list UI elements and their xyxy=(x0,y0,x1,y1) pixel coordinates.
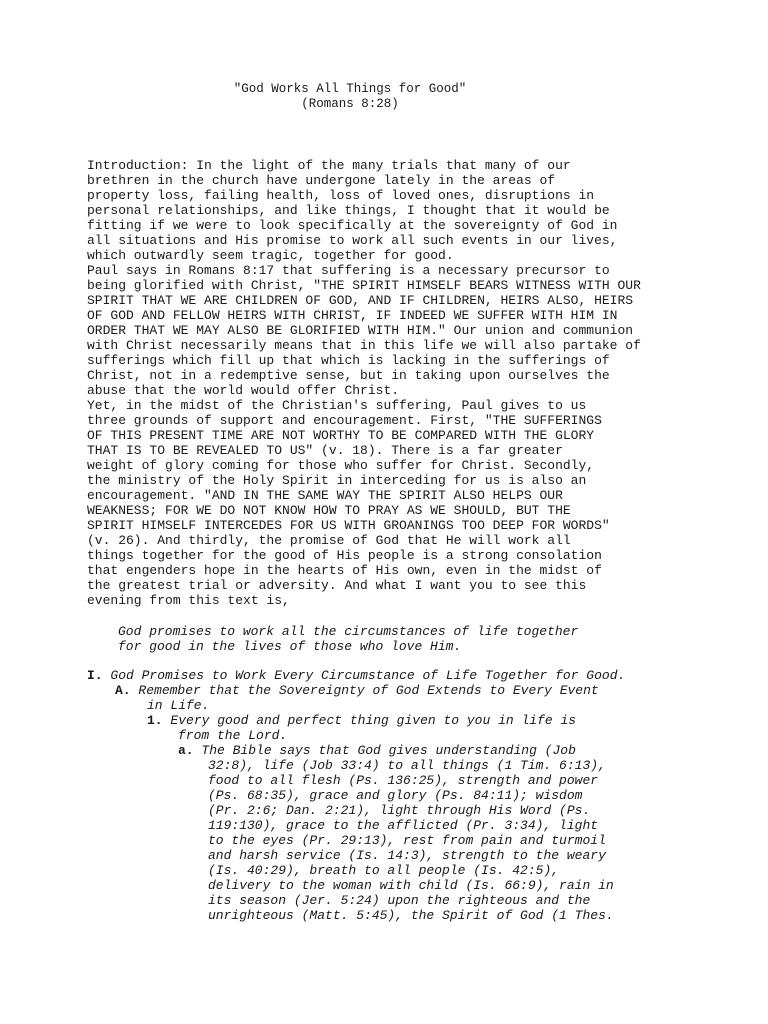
intro-line: personal relationships, and like things, I thought that it would be xyxy=(87,203,610,218)
intro-line: being glorified with Christ, "THE SPIRIT HIMSELF BEARS WITNESS WITH OUR xyxy=(87,278,641,293)
intro-line: evening from this text is, xyxy=(87,593,290,608)
intro-line: THAT IS TO BE REVEALED TO US" (v. 18). There is a far greater xyxy=(87,443,563,458)
outline-point-a-lower xyxy=(87,743,647,758)
outline-continuation: to the eyes (Pr. 29:13), rest from pain and turmoil xyxy=(208,833,606,848)
outline-continuation: unrighteous (Matt. 5:45), the Spirit of God (1 Thes. xyxy=(208,908,614,923)
proposition-statement xyxy=(118,624,638,654)
outline-subheading: Remember that the Sovereignty of God Extends to Every Event xyxy=(138,683,599,698)
introduction-section xyxy=(87,158,641,608)
intro-line: Paul says in Romans 8:17 that suffering is a necessary precursor to xyxy=(87,263,610,278)
intro-line: WEAKNESS; FOR WE DO NOT KNOW HOW TO PRAY AS WE SHOULD, BUT THE xyxy=(87,503,571,518)
intro-line: brethren in the church have undergone lately in the areas of xyxy=(87,173,556,188)
outline-marker: I. xyxy=(87,668,103,683)
intro-line: fitting if we were to look specifically at the sovereignty of God in xyxy=(87,218,618,233)
sermon-title-block xyxy=(0,82,700,112)
outline-continuation: (Pr. 2:6; Dan. 2:21), light through His Word (Ps. xyxy=(208,803,591,818)
intro-line: property loss, failing health, loss of loved ones, disruptions in xyxy=(87,188,595,203)
intro-line: three grounds of support and encouragement. First, "THE SUFFERINGS xyxy=(87,413,602,428)
intro-line: OF GOD AND FELLOW HEIRS WITH CHRIST, IF INDEED WE SUFFER WITH HIM IN xyxy=(87,308,618,323)
outline-point-a-upper xyxy=(87,683,647,698)
sermon-title: "God Works All Things for Good" xyxy=(233,82,467,96)
intro-line: SPIRIT HIMSELF INTERCEDES FOR US WITH GROANINGS TOO DEEP FOR WORDS" xyxy=(87,518,610,533)
intro-line: things together for the good of His people is a strong consolation xyxy=(87,548,602,563)
intro-line: sufferings which fill up that which is lacking in the sufferings of xyxy=(87,353,610,368)
outline-heading: God Promises to Work Every Circumstance of Life Together for Good. xyxy=(110,668,626,683)
intro-line: which outwardly seem tragic, together for good. xyxy=(87,248,454,263)
outline-continuation: its season (Jer. 5:24) upon the righteous and the xyxy=(208,893,591,908)
outline-continuation: food to all flesh (Ps. 136:25), strength and power xyxy=(208,773,599,788)
outline-marker: 1. xyxy=(147,713,163,728)
outline-marker: A. xyxy=(115,683,131,698)
intro-line: abuse that the world would offer Christ. xyxy=(87,383,400,398)
intro-line: encouragement. "AND IN THE SAME WAY THE SPIRIT ALSO HELPS OUR xyxy=(87,488,563,503)
intro-line: the ministry of the Holy Spirit in interceding for us is also an xyxy=(87,473,587,488)
outline-subpoint: Every good and perfect thing given to you in life is xyxy=(170,713,577,728)
intro-line: ORDER THAT WE MAY ALSO BE GLORIFIED WITH HIM." Our union and communion xyxy=(87,323,634,338)
outline-continuation: 32:8), life (Job 33:4) to all things (1 Tim. 6:13), xyxy=(208,758,606,773)
outline-continuation: delivery to the woman with child (Is. 66:9), rain in xyxy=(208,878,614,893)
outline-continuation: and harsh service (Is. 14:3), strength to the weary xyxy=(208,848,606,863)
outline-detail: The Bible says that God gives understanding (Job xyxy=(201,743,576,758)
intro-line: all situations and His promise to work all such events in our lives, xyxy=(87,233,618,248)
proposition-line: God promises to work all the circumstances of life together xyxy=(118,624,579,639)
outline-marker: a. xyxy=(178,743,194,758)
intro-line: (v. 26). And thirdly, the promise of God that He will work all xyxy=(87,533,571,548)
intro-line: weight of glory coming for those who suffer for Christ. Secondly, xyxy=(87,458,595,473)
intro-line: the greatest trial or adversity. And what I want you to see this xyxy=(87,578,587,593)
intro-line: Yet, in the midst of the Christian's suffering, Paul gives to us xyxy=(87,398,587,413)
intro-line: Christ, not in a redemptive sense, but in taking upon ourselves the xyxy=(87,368,610,383)
outline-continuation: 119:130), grace to the afflicted (Pr. 3:34), light xyxy=(208,818,599,833)
intro-line: with Christ necessarily means that in this life we will also partake of xyxy=(87,338,641,353)
intro-line: that engenders hope in the hearts of His own, even in the midst of xyxy=(87,563,602,578)
intro-line: Introduction: In the light of the many trials that many of our xyxy=(87,158,571,173)
intro-line: OF THIS PRESENT TIME ARE NOT WORTHY TO BE COMPARED WITH THE GLORY xyxy=(87,428,595,443)
scripture-reference: (Romans 8:28) xyxy=(301,97,399,111)
outline-continuation: from the Lord. xyxy=(178,728,288,743)
sermon-outline xyxy=(87,668,647,923)
outline-continuation: (Ps. 68:35), grace and glory (Ps. 84:11); wisdom xyxy=(208,788,583,803)
intro-line: SPIRIT THAT WE ARE CHILDREN OF GOD, AND IF CHILDREN, HEIRS ALSO, HEIRS xyxy=(87,293,634,308)
outline-continuation: in Life. xyxy=(147,698,210,713)
proposition-line: for good in the lives of those who love Him. xyxy=(118,639,462,654)
outline-point-1 xyxy=(87,668,647,683)
outline-point-1-numbered xyxy=(87,713,647,728)
outline-continuation: (Is. 40:29), breath to all people (Is. 42:5), xyxy=(208,863,560,878)
